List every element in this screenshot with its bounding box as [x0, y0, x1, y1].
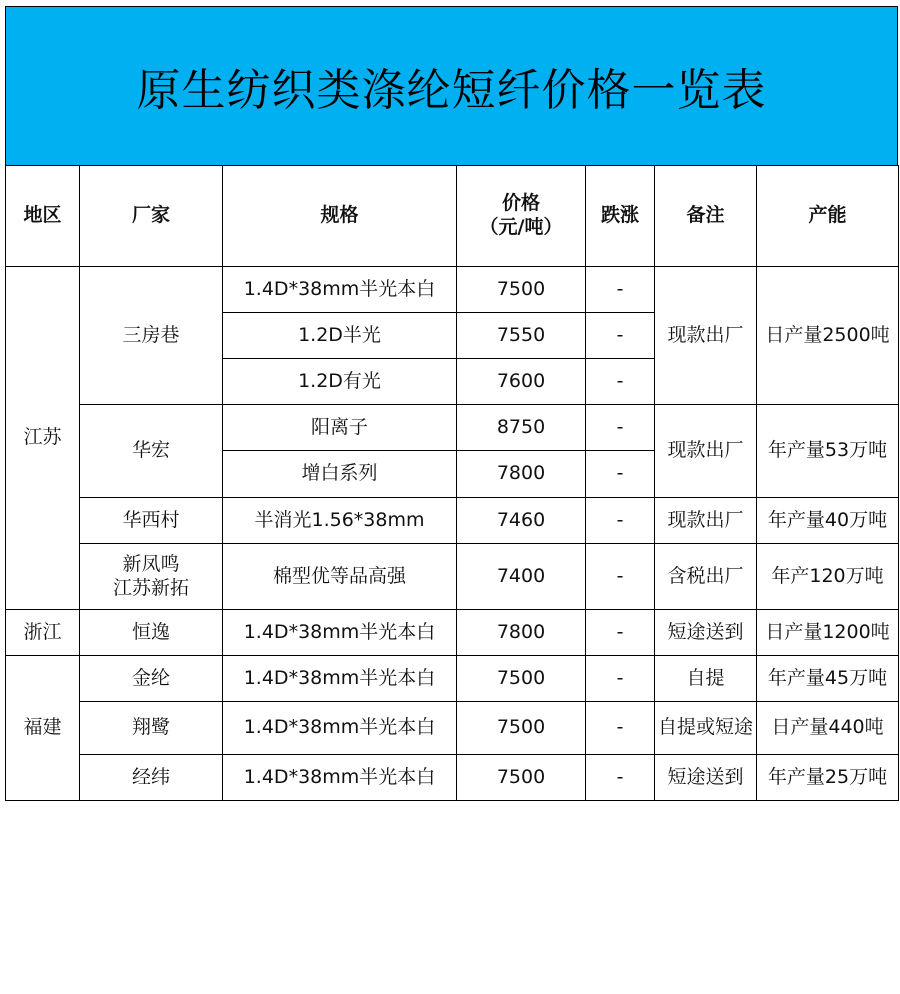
price-cell: 7800	[457, 451, 586, 498]
spec-cell: 1.4D*38mm半光本白	[223, 267, 457, 313]
maker-cell: 恒逸	[80, 610, 223, 656]
capacity-cell: 日产量440吨	[757, 702, 899, 755]
change-cell: -	[586, 610, 655, 656]
change-cell: -	[586, 544, 655, 610]
note-cell: 现款出厂	[655, 405, 757, 498]
page-title: 原生纺织类涤纶短纤价格一览表	[136, 65, 767, 116]
header-capacity: 产能	[757, 166, 899, 267]
maker-cell: 翔鹭	[80, 702, 223, 755]
spec-cell: 阳离子	[223, 405, 457, 451]
spec-cell: 1.2D半光	[223, 313, 457, 359]
capacity-cell: 年产量25万吨	[757, 755, 899, 801]
capacity-cell: 年产120万吨	[757, 544, 899, 610]
spec-cell: 1.4D*38mm半光本白	[223, 702, 457, 755]
table-row	[6, 405, 899, 451]
maker-cell: 华西村	[80, 498, 223, 544]
maker-name-line1: 新凤鸣	[122, 552, 180, 575]
change-cell: -	[586, 359, 655, 405]
header-change: 跌涨	[586, 166, 655, 267]
price-cell: 7500	[457, 267, 586, 313]
maker-cell: 金纶	[80, 656, 223, 702]
note-cell: 自提或短途	[655, 702, 757, 755]
note-cell: 短途送到	[655, 755, 757, 801]
price-cell: 7600	[457, 359, 586, 405]
change-cell: -	[586, 313, 655, 359]
spec-cell: 半消光1.56*38mm	[223, 498, 457, 544]
capacity-cell: 年产量53万吨	[757, 405, 899, 498]
price-cell: 7460	[457, 498, 586, 544]
change-cell: -	[586, 451, 655, 498]
header-spec: 规格	[223, 166, 457, 267]
header-row	[6, 166, 899, 267]
blank-area	[5, 803, 898, 993]
capacity-cell: 年产量45万吨	[757, 656, 899, 702]
price-cell: 7400	[457, 544, 586, 610]
capacity-cell: 日产量2500吨	[757, 267, 899, 405]
maker-cell: 经纬	[80, 755, 223, 801]
change-cell: -	[586, 405, 655, 451]
region-cell: 江苏	[6, 267, 80, 610]
table-row	[6, 755, 899, 801]
price-cell: 7800	[457, 610, 586, 656]
price-cell: 7500	[457, 755, 586, 801]
maker-cell: 华宏	[80, 405, 223, 498]
header-price-unit: （元/吨）	[479, 216, 563, 238]
spec-cell: 1.2D有光	[223, 359, 457, 405]
price-cell: 7500	[457, 656, 586, 702]
region-cell: 浙江	[6, 610, 80, 656]
note-cell: 含税出厂	[655, 544, 757, 610]
table-row	[6, 702, 899, 755]
table-row	[6, 544, 899, 610]
change-cell: -	[586, 702, 655, 755]
change-cell: -	[586, 498, 655, 544]
capacity-cell: 日产量1200吨	[757, 610, 899, 656]
spec-cell: 1.4D*38mm半光本白	[223, 610, 457, 656]
capacity-cell: 年产量40万吨	[757, 498, 899, 544]
header-price	[457, 166, 586, 267]
price-cell: 7550	[457, 313, 586, 359]
spec-cell: 棉型优等品高强	[223, 544, 457, 610]
spec-cell: 1.4D*38mm半光本白	[223, 656, 457, 702]
maker-cell: 三房巷	[80, 267, 223, 405]
header-price-label: 价格	[501, 192, 540, 215]
maker-name-line2: 江苏新拓	[112, 576, 189, 599]
change-cell: -	[586, 656, 655, 702]
change-cell: -	[586, 267, 655, 313]
change-cell: -	[586, 755, 655, 801]
table-row	[6, 267, 899, 313]
spec-cell: 增白系列	[223, 451, 457, 498]
table-row	[6, 498, 899, 544]
header-note: 备注	[655, 166, 757, 267]
table-row	[6, 610, 899, 656]
table-row	[6, 656, 899, 702]
region-cell: 福建	[6, 656, 80, 801]
note-cell: 现款出厂	[655, 267, 757, 405]
header-region: 地区	[6, 166, 80, 267]
price-table	[5, 165, 899, 801]
price-cell: 7500	[457, 702, 586, 755]
header-maker: 厂家	[80, 166, 223, 267]
note-cell: 短途送到	[655, 610, 757, 656]
title-banner	[5, 6, 898, 166]
note-cell: 自提	[655, 656, 757, 702]
note-cell: 现款出厂	[655, 498, 757, 544]
spec-cell: 1.4D*38mm半光本白	[223, 755, 457, 801]
maker-cell	[80, 544, 223, 610]
price-cell: 8750	[457, 405, 586, 451]
